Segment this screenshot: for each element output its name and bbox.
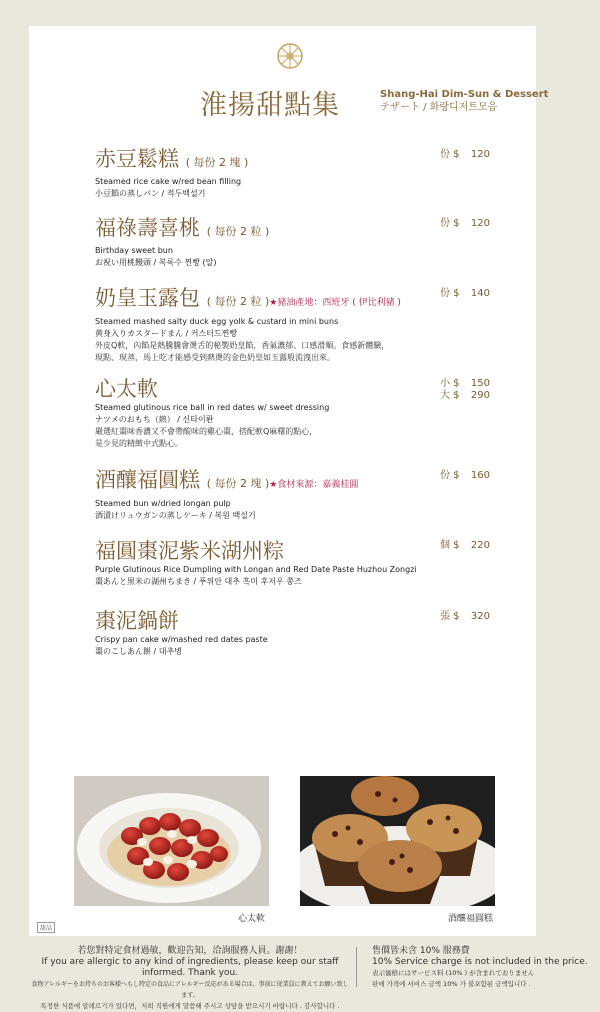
- allergy-en: If you are allergic to any kind of ingredients, please keep our staff informed. Thank you.: [41, 957, 339, 978]
- price-value: 140: [470, 288, 490, 299]
- item-note: ★豬油產地：西班牙 ( 伊比利豬 ): [269, 298, 401, 308]
- item-name: 福祿壽喜桃: [95, 216, 200, 240]
- menu-item: [95, 467, 495, 522]
- item-name: 福圓棗泥紫米湖州粽: [95, 539, 284, 563]
- subtitle-english: Shang-Hai Dim-Sun & Dessert: [380, 89, 549, 100]
- photo-longan-cakes: [300, 776, 495, 906]
- item-price: [440, 149, 500, 161]
- item-description-zh: 是少見的精緻中式點心。: [95, 439, 183, 448]
- item-note: ★食材來源：嘉義桂圓: [269, 480, 359, 490]
- item-name: 酒釀福圓糕: [95, 468, 200, 492]
- price-unit: 份 $: [440, 288, 460, 299]
- price-unit: 個 $: [440, 540, 460, 551]
- service-en: 10% Service charge is not included in the price.: [372, 957, 588, 967]
- item-description-jk: お祝い用桃饅頭 / 복록수 찐빵 (알): [95, 258, 217, 267]
- price-value: 320: [470, 611, 490, 622]
- item-price: [440, 611, 500, 623]
- photo-red-dates-dessert: [74, 776, 269, 906]
- item-quantity: ( 每份 2 粒 ): [206, 225, 270, 238]
- service-charge-notice: [372, 946, 594, 990]
- item-description-jk: 棗あんと黒米の湖州ちまき / 푸위안 대추 흑미 후저우 쭝즈: [95, 577, 302, 586]
- allergy-notice: [30, 946, 350, 1012]
- price-unit: 大 $: [440, 390, 460, 401]
- footer-divider: [356, 947, 357, 987]
- item-description-en: Birthday sweet bun: [95, 246, 173, 255]
- price-unit: 份 $: [440, 218, 460, 229]
- item-description-en: Steamed rice cake w/red bean filling: [95, 177, 242, 186]
- item-description-jk: ナツメのおもち（熱） / 신타이롼: [95, 415, 214, 424]
- price-value: 160: [470, 470, 490, 481]
- service-ja: 表示価格にはサービス料 (10% ) が含まれておりません: [372, 969, 535, 977]
- item-description-jk: 小豆餡の蒸しパン / 적두백설기: [95, 189, 206, 198]
- photo-caption: 酒釀福圓糕: [448, 914, 494, 924]
- item-description-jk: 黄身入りカスタードまん / 커스터드찐빵: [95, 329, 238, 338]
- logo-icon: [277, 43, 303, 69]
- menu-item: [95, 376, 495, 450]
- price-unit: 份 $: [440, 149, 460, 160]
- menu-item: [95, 538, 495, 588]
- item-description-en: Purple Glutinous Rice Dumpling with Longan and Red Date Paste Huzhou Zongzi: [95, 565, 417, 574]
- item-price: [440, 218, 500, 230]
- subtitle-japanese-korean: テザート / 화랑디저트모음: [380, 102, 498, 113]
- item-description-zh: 嚴選紅棗味香濃又不會帶酸味的雞心棗，搭配軟Q麻糬的點心，: [95, 427, 318, 436]
- item-quantity: ( 每份 2 粒 ): [206, 295, 270, 308]
- item-description-en: Steamed bun w/dried longan pulp: [95, 499, 231, 508]
- item-price: [440, 378, 500, 402]
- allergy-ko: 특정한 식품에 알레르기가 있다면，저희 직원에게 말씀해 주시고 상담을 받으시기 바랍니다 . 감사합니다 .: [40, 1002, 340, 1010]
- menu-item: [95, 608, 495, 658]
- service-ko: 판매 가격에 서비스 금액 10% 가 불포함된 금액입니다 .: [372, 980, 531, 988]
- menu-item: [95, 285, 495, 364]
- menu-item: [95, 215, 495, 269]
- page-subtitle: [380, 88, 548, 114]
- category-tag: 甜品: [37, 922, 55, 933]
- item-description-zh: 現點、現蒸，馬上吃才能感受到熱燙的金色奶皇如玉露般流洩出來。: [95, 353, 335, 362]
- item-quantity: ( 每份 2 塊 ): [185, 156, 249, 169]
- item-description-en: Steamed glutinous rice ball in red dates w/ sweet dressing: [95, 403, 330, 412]
- item-name: 棗泥鍋餅: [95, 609, 179, 633]
- page-title: 淮揚甜點集: [200, 90, 340, 121]
- price-value: 150: [470, 378, 490, 389]
- item-description-jk: 酒漬けリュウガンの蒸しケーキ / 복원 백설기: [95, 511, 256, 520]
- item-quantity: ( 每份 2 塊 ): [206, 477, 270, 490]
- price-value: 120: [470, 218, 490, 229]
- allergy-ja: 食物アレルギーをお持ちのお客様へもし特定の食品にアレルギー反応がある場合は、事前に従業員に教えてお願い致します。: [31, 981, 349, 999]
- price-value: 120: [470, 149, 490, 160]
- allergy-zh: 若您對特定食材過敏，歡迎告知，洽詢服務人員。謝謝！: [77, 946, 303, 956]
- price-value: 220: [470, 540, 490, 551]
- item-price: [440, 540, 500, 552]
- item-name: 赤豆鬆糕: [95, 147, 179, 171]
- menu-item: [95, 146, 495, 200]
- price-unit: 張 $: [440, 611, 460, 622]
- price-value: 290: [470, 390, 490, 401]
- service-zh: 售價皆未含 10% 服務費: [372, 946, 470, 956]
- item-price: [440, 288, 500, 300]
- item-name: 心太軟: [95, 377, 158, 401]
- item-price: [440, 470, 500, 482]
- item-description-en: Steamed mashed salty duck egg yolk & custard in mini buns: [95, 317, 339, 326]
- item-description-jk: 棗のこしあん餅 / 대추병: [95, 647, 182, 656]
- item-description-en: Crispy pan cake w/mashed red dates paste: [95, 635, 268, 644]
- price-unit: 份 $: [440, 470, 460, 481]
- photo-caption: 心太軟: [238, 914, 266, 924]
- item-name: 奶皇玉露包: [95, 286, 200, 310]
- item-description-zh: 外皮Q軟，內餡是熱騰騰會燙舌的秘製奶皇餡，香氣濃郁、口感滑順。食感新體驗，: [95, 341, 390, 350]
- price-unit: 小 $: [440, 378, 460, 389]
